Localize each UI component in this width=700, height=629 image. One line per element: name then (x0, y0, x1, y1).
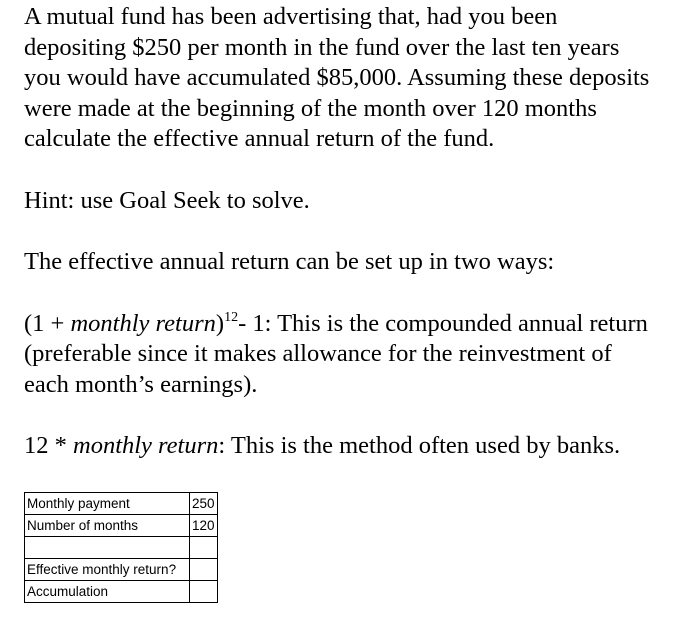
method1-line2: (preferable since it makes allowance for the reinvestment of (24, 340, 612, 367)
paragraph-gap (24, 278, 700, 309)
paragraph-gap (24, 155, 700, 186)
table-row (25, 581, 218, 603)
method1-italic: monthly return (70, 309, 216, 337)
sheet-value-cell[interactable] (190, 581, 218, 603)
paragraph-gap (24, 400, 700, 431)
method1-exponent: 12 (224, 309, 239, 325)
method1-prefix: (1 + (24, 309, 71, 337)
method2-rest: : This is the method often used by banks. (218, 432, 621, 459)
paragraph-gap (24, 216, 700, 247)
method1-line3: each month’s earnings). (24, 370, 258, 398)
hint-text: Hint: use Goal Seek to solve. (24, 186, 310, 214)
method2-prefix: 12 * (24, 432, 73, 459)
method1-rest: - 1: This is the compounded annual return (238, 309, 648, 337)
sheet-value-cell[interactable]: 120 (190, 515, 218, 537)
method1-suffix: ) (215, 309, 225, 337)
method2-line (24, 431, 700, 462)
spreadsheet-table (24, 492, 218, 603)
paragraph-line: you would have accumulated $85,000. Assuming these deposits (24, 64, 650, 91)
table-row (25, 493, 218, 515)
method1-line1 (24, 309, 700, 340)
paragraph-line: calculate the effective annual return of the fund. (24, 125, 495, 152)
problem-text (24, 2, 700, 462)
sheet-value-cell[interactable] (190, 559, 218, 581)
sheet-label-cell[interactable]: Number of months (25, 515, 190, 537)
table-row (25, 559, 218, 581)
paragraph-line: A mutual fund has been advertising that, had you been (24, 3, 558, 30)
sheet-label-cell[interactable]: Accumulation (25, 581, 190, 603)
sheet-label-cell[interactable] (25, 537, 190, 559)
method2-italic: monthly return (73, 432, 219, 459)
sheet-value-cell[interactable]: 250 (190, 493, 218, 515)
table-row (25, 515, 218, 537)
sheet-label-cell[interactable]: Effective monthly return? (25, 559, 190, 581)
paragraph-line: were made at the beginning of the month over 120 months (24, 94, 597, 122)
sheet-label-cell[interactable]: Monthly payment (25, 493, 190, 515)
table-row (25, 537, 218, 559)
paragraph-line: depositing $250 per month in the fund over the last ten years (24, 33, 620, 61)
sheet-value-cell[interactable] (190, 537, 218, 559)
setup-intro-text: The effective annual return can be set up in two ways: (24, 248, 555, 275)
